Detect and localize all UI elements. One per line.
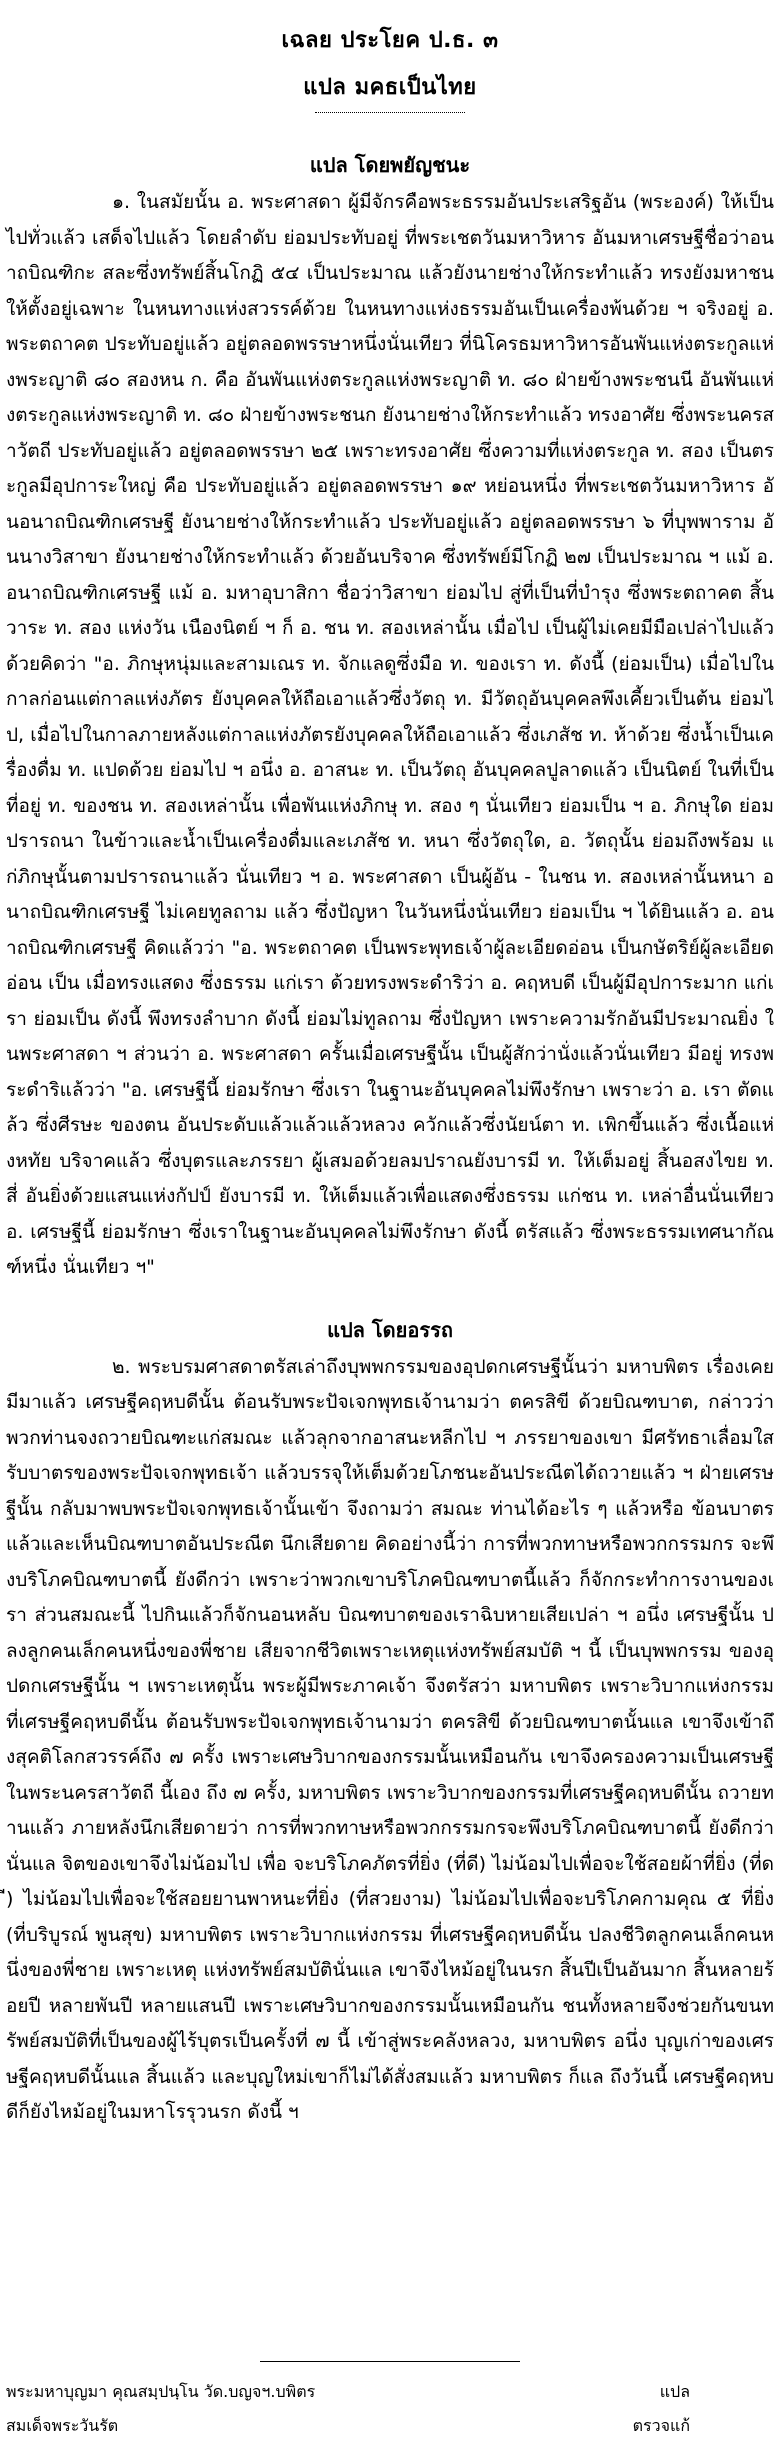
section-heading-literal: แปล โดยพยัญชนะ <box>309 153 471 177</box>
title-divider <box>315 112 465 113</box>
footer-divider <box>260 2361 520 2362</box>
section-heading-meaning: แปล โดยอรรถ <box>327 1317 453 1342</box>
translator-name: พระมหาบุญมา คุณสมฺปนฺโน วัด.บญจฯ.บพิตร <box>6 2382 316 2401</box>
reviewer-role: ตรวจแก้ <box>632 2416 690 2435</box>
translation-subtitle: แปล มคธเป็นไทย <box>303 75 477 100</box>
answer-title: เฉลย ประโยค ป.ธ. ๓ <box>281 28 499 53</box>
literal-translation-paragraph: ๑. ในสมัยนั้น อ. พระศาสดา ผู้มีจักรคือพระธรรมอันประเสริฐอัน (พระองค์) ให้เป็นไปทั่วแล้ว เสด็จไปแล้ว โดยลำดับ ย่อมประทับอยู่ ที่พระเชตวันมหาวิหาร อันมหาเศรษฐีชื่อว่าอนาถบิณฑิกะ สละซึ่งทรัพย์สิ้นโกฏิ ๕๔ เป็นประมาณ แล้วยังนายช่างให้กระทำแล้ว ทรงยังมหาชน ให้ตั้งอยู่เฉพาะ ในหนทางแห่งสวรรค์ด้วย ในหนทางแห่งธรรมอันเป็นเครื่องพ้นด้วย ฯ จริงอยู่ อ. พระตถาคต ประทับอยู่แล้ว อยู่ตลอดพรรษาหนึ่งนั่นเทียว ที่นิโครธมหาวิหารอันพันแห่งตระกูลแห่งพระญาติ ๘๐ สองหน ก. คือ อันพันแห่งตระกูลแห่งพระญาติ ท. ๘๐ ฝ่ายข้างพระชนนี อันพันแห่งตระกูลแห่งพระญาติ ท. ๘๐ ฝ่ายข้างพระชนก ยังนายช่างให้กระทำแล้ว ทรงอาศัย ซึ่งพระนครสาวัตถี ประทับอยู่แล้ว อยู่ตลอดพรรษา ๒๕ เพราะทรงอาศัย ซึ่งความที่แห่งตระกูล ท. สอง เป็นตระกูลมีอุปการะใหญ่ คือ ประทับอยู่แล้ว อยู่ตลอดพรรษา ๑๙ หย่อนหนึ่ง ที่พระเชตวันมหาวิหาร อันอนาถบิณฑิกเศรษฐี ยังนายช่างให้กระทำแล้ว ประทับอยู่แล้ว อยู่ตลอดพรรษา ๖ ที่บุพพาราม อันนางวิสาขา ยังนายช่างให้กระทำแล้ว ด้วยอันบริจาค ซึ่งทรัพย์มีโกฏิ ๒๗ เป็นประมาณ ฯ แม้ อ. อนาถบิณฑิกเศรษฐี แม้ อ. มหาอุบาสิกา ชื่อว่าวิสาขา ย่อมไป สู่ที่เป็นที่บำรุง ซึ่งพระตถาคต สิ้นวาระ ท. สอง แห่งวัน เนืองนิตย์ ฯ ก็ อ. ชน ท. สองเหล่านั้น เมื่อไป เป็นผู้ไม่เคยมีมือเปล่าไปแล้ว ด้วยคิดว่า "อ. ภิกษุหนุ่มและสามเณร ท. จักแลดูซึ่งมือ ท. ของเรา ท. ดังนี้ (ย่อมเป็น) เมื่อไปในกาลก่อนแต่กาลแห่งภัตร ยังบุคคลให้ถือเอาแล้วซึ่งวัตถุ ท. มีวัตถุอันบุคคลพึงเคี้ยวเป็นต้น ย่อมไป, เมื่อไปในกาลภายหลังแต่กาลแห่งภัตรยังบุคคลให้ถือเอาแล้ว ซึ่งเภสัช ท. ห้าด้วย ซึ่งน้ำเป็นเครื่องดื่ม ท. แปดด้วย ย่อมไป ฯ อนึ่ง อ. อาสนะ ท. เป็นวัตถุ อันบุคคลปูลาดแล้ว เป็นนิตย์ ในที่เป็นที่อยู่ ท. ของชน ท. สองเหล่านั้น เพื่อพันแห่งภิกษุ ท. สอง ๆ นั่นเทียว ย่อมเป็น ฯ อ. ภิกษุใด ย่อมปรารถนา ในข้าวและน้ำเป็นเครื่องดื่มและเภสัช ท. หนา ซึ่งวัตถุใด, อ. วัตถุนั้น ย่อมถึงพร้อม แก่ภิกษุนั้นตามปรารถนาแล้ว นั่นเทียว ฯ อ. พระศาสดา เป็นผู้อัน - ในชน ท. สองเหล่านั้นหนา อนาถบิณฑิกเศรษฐี ไม่เคยทูลถาม แล้ว ซึ่งปัญหา ในวันหนึ่งนั่นเทียว ย่อมเป็น ฯ ได้ยินแล้ว อ. อนาถบิณฑิกเศรษฐี คิดแล้วว่า "อ. พระตถาคต เป็นพระพุทธเจ้าผู้ละเอียดอ่อน เป็นกษัตริย์ผู้ละเอียดอ่อน เป็น เมื่อทรงแสดง ซึ่งธรรม แก่เรา ด้วยทรงพระดำริว่า อ. คฤหบดี เป็นผู้มีอุปการะมาก แก่เรา ย่อมเป็น ดังนี้ พึงทรงลำบาก ดังนี้ ย่อมไม่ทูลถาม ซึ่งปัญหา เพราะความรักอันมีประมาณยิ่ง ในพระศาสดา ฯ ส่วนว่า อ. พระศาสดา ครั้นเมื่อเศรษฐีนั้น เป็นผู้สักว่านั่งแล้วนั่นเทียว มีอยู่ ทรงพระดำริแล้วว่า "อ. เศรษฐีนี้ ย่อมรักษา ซึ่งเรา ในฐานะอันบุคคลไม่พึงรักษา เพราะว่า อ. เรา ตัดแล้ว ซึ่งศีรษะ ของตน อันประดับแล้วแล้วแล้วหลวง ควักแล้วซึ่งนัยน์ตา ท. เพิกขึ้นแล้ว ซึ่งเนื้อแห่งหทัย บริจาคแล้ว ซึ่งบุตรและภรรยา ผู้เสมอด้วยลมปราณยังบารมี ท. ให้เต็มอยู่ สิ้นอสงไขย ท. สี่ อันยิ่งด้วยแสนแห่งกัปป์ ยังบารมี ท. ให้เต็มแล้วเพื่อแสดงซึ่งธรรม แก่ชน ท. เหล่าอื่นนั่นเทียว อ. เศรษฐีนี้ ย่อมรักษา ซึ่งเราในฐานะอันบุคคลไม่พึงรักษา ดังนี้ ตรัสแล้ว ซึ่งพระธรรมเทศนากัณฑ์หนึ่ง นั่นเทียว ฯ" <box>6 191 774 1278</box>
meaning-translation-paragraph: ๒. พระบรมศาสดาตรัสเล่าถึงบุพพกรรมของอุปดกเศรษฐีนั้นว่า มหาบพิตร เรื่องเคยมีมาแล้ว เศรษฐีคฤหบดีนั้น ต้อนรับพระปัจเจกพุทธเจ้านามว่า ตครสิขี ด้วยบิณฑบาต, กล่าวว่า พวกท่านจงถวายบิณฑะแก่สมณะ แล้วลุกจากอาสนะหลีกไป ฯ ภรรยาของเขา มีศรัทธาเลื่อมใส รับบาตรของพระปัจเจกพุทธเจ้า แล้วบรรจุให้เต็มด้วยโภชนะอันประณีตได้ถวายแล้ว ฯ ฝ่ายเศรษฐีนั้น กลับมาพบพระปัจเจกพุทธเจ้านั้นเข้า จึงถามว่า สมณะ ท่านได้อะไร ๆ แล้วหรือ ข้อนบาตรแล้วและเห็นบิณฑบาตอันประณีต นึกเสียดาย คิดอย่างนี้ว่า การที่พวกทาษหรือพวกกรรมกร จะพึงบริโภคบิณฑบาตนี้ ยังดีกว่า เพราะว่าพวกเขาบริโภคบิณฑบาตนี้แล้ว ก็จักกระทำการงานของเรา ส่วนสมณะนี้ ไปกินแล้วก็จักนอนหลับ บิณฑบาตของเราฉิบหายเสียเปล่า ฯ อนึ่ง เศรษฐีนั้น ปลงลูกคนเล็กคนหนึ่งของพี่ชาย เสียจากชีวิตเพราะเหตุแห่งทรัพย์สมบัติ ฯ นี้ เป็นบุพพกรรม ของอุปดกเศรษฐีนั้น ฯ เพราะเหตุนั้น พระผู้มีพระภาคเจ้า จึงตรัสว่า มหาบพิตร เพราะวิบากแห่งกรรม ที่เศรษฐีคฤหบดีนั้น ต้อนรับพระปัจเจกพุทธเจ้านามว่า ตครสิขี ด้วยบิณฑบาตนั้นแล เขาจึงเข้าถึงสุคติโลกสวรรค์ถึง ๗ ครั้ง เพราะเศษวิบากของกรรมนั้นเหมือนกัน เขาจึงครองความเป็นเศรษฐีในพระนครสาวัตถี นี้เอง ถึง ๗ ครั้ง, มหาบพิตร เพราะวิบากของกรรมที่เศรษฐีคฤหบดีนั้น ถวายทานแล้ว ภายหลังนึกเสียดายว่า การที่พวกทาษหรือพวกกรรมกรจะพึงบริโภคบิณฑบาตนี้ ยังดีกว่านั่นแล จิตของเขาจึงไม่น้อมไป เพื่อ จะบริโภคภัตรที่ยิ่ง (ที่ดี) ไม่น้อมไปเพื่อจะใช้สอยผ้าที่ยิ่ง (ที่ดี) ไม่น้อมไปเพื่อจะใช้สอยยานพาหนะที่ยิ่ง (ที่สวยงาม) ไม่น้อมไปเพื่อจะบริโภคกามคุณ ๕ ที่ยิ่ง (ที่บริบูรณ์ พูนสุข) มหาบพิตร เพราะวิบากแห่งกรรม ที่เศรษฐีคฤหบดีนั้น ปลงชีวิตลูกคนเล็กคนหนึ่งของพี่ชาย เพราะเหตุ แห่งทรัพย์สมบัตินั่นแล เขาจึงไหม้อยู่ในนรก สิ้นปีเป็นอันมาก สิ้นหลายร้อยปี หลายพันปี หลายแสนปี เพราะเศษวิบากของกรรมนั้นเหมือนกัน ชนทั้งหลายจึงช่วยกันขนทรัพย์สมบัติที่เป็นของผู้ไร้บุตรเป็นครั้งที่ ๗ นี้ เข้าสู่พระคลังหลวง, มหาบพิตร อนึ่ง บุญเก่าของเศรษฐีคฤหบดีนั้นแล สิ้นแล้ว และบุญใหม่เขาก็ไม่ได้สั่งสมแล้ว มหาบพิตร ก็แล ถึงวันนี้ เศรษฐีคฤหบดีก็ยังไหม้อยู่ในมหาโรรุวนรก ดังนี้ ฯ <box>6 1355 774 2123</box>
translator-role: แปล <box>659 2382 690 2401</box>
page <box>0 22 780 2451</box>
reviewer-name: สมเด็จพระวันรัต <box>6 2416 119 2435</box>
